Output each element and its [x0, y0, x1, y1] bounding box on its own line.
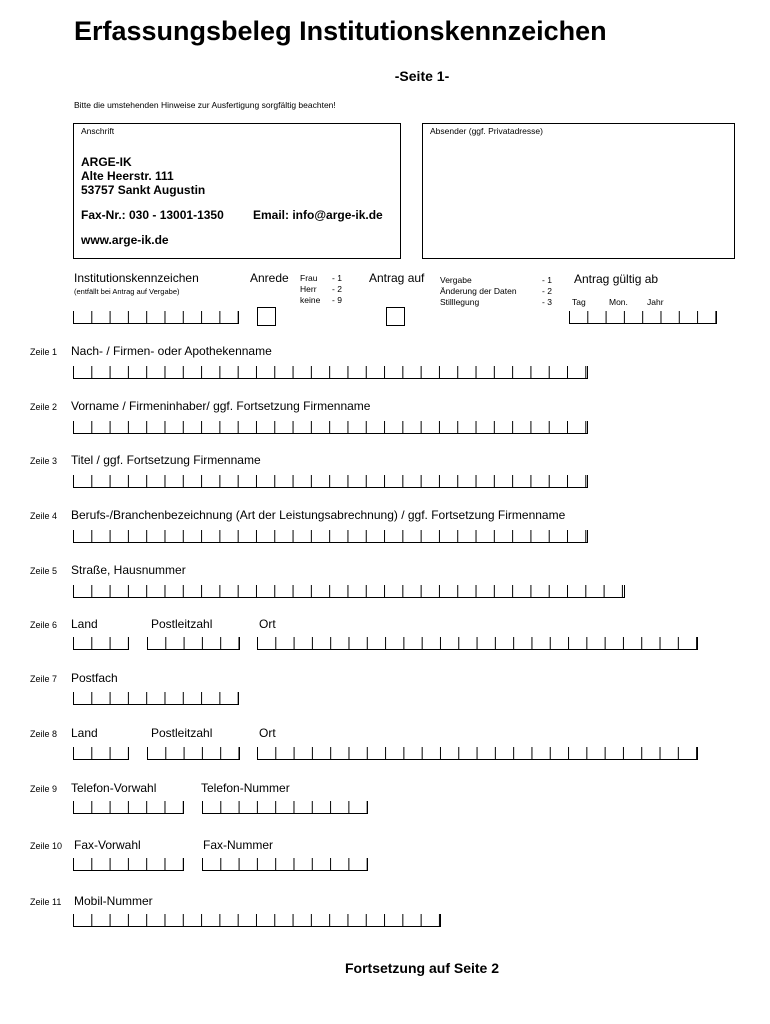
address-line-3: 53757 Sankt Augustin: [81, 183, 206, 197]
sender-box-label: Absender (ggf. Privatadresse): [430, 126, 543, 136]
zeile-9-number: Zeile 9: [30, 784, 58, 794]
gueltig-jahr-label: Jahr: [647, 297, 664, 307]
gueltig-mon-label: Mon.: [609, 297, 628, 307]
footer-continuation: Fortsetzung auf Seite 2: [344, 960, 500, 976]
ik-label: Institutionskennzeichen: [74, 271, 199, 285]
anrede-code-keine: - 9: [332, 295, 342, 305]
ik-input[interactable]: [73, 311, 239, 324]
antrag-code-aenderung: - 2: [542, 286, 552, 296]
zeile-8-plz-label: Postleitzahl: [151, 726, 213, 740]
gueltig-tag-label: Tag: [572, 297, 586, 307]
address-box-label: Anschrift: [81, 126, 115, 136]
gueltig-date-input[interactable]: [569, 311, 717, 324]
zeile-4-label: Berufs-/Branchenbezeichnung (Art der Leistungsabrechnung) / ggf. Fortsetzung Firmenname: [71, 508, 566, 522]
zeile-7-number: Zeile 7: [30, 674, 58, 684]
zeile-7-label: Postfach: [71, 671, 118, 685]
zeile-6-ort-input[interactable]: [257, 637, 698, 650]
zeile-5-label: Straße, Hausnummer: [71, 563, 186, 577]
zeile-1-label: Nach- / Firmen- oder Apothekenname: [71, 344, 272, 358]
zeile-6-ort-label: Ort: [259, 617, 276, 631]
zeile-7-input[interactable]: [73, 692, 239, 705]
antrag-option-stilllegung: Stilllegung: [440, 297, 480, 307]
zeile-3-input[interactable]: [73, 475, 588, 488]
address-line-1: ARGE-IK: [81, 155, 132, 169]
anrede-code-frau: - 1: [332, 273, 342, 283]
anrede-code-herr: - 2: [332, 284, 342, 294]
zeile-2-input[interactable]: [73, 421, 588, 434]
address-box: [73, 123, 401, 259]
zeile-10-vorwahl-input[interactable]: [73, 858, 184, 871]
sender-box[interactable]: [422, 123, 735, 259]
zeile-8-ort-label: Ort: [259, 726, 276, 740]
zeile-9-vorwahl-input[interactable]: [73, 801, 184, 814]
zeile-10-nummer-input[interactable]: [202, 858, 368, 871]
zeile-8-plz-input[interactable]: [147, 747, 240, 760]
email-address: Email: info@arge-ik.de: [253, 208, 383, 222]
zeile-8-ort-input[interactable]: [257, 747, 698, 760]
zeile-5-input[interactable]: [73, 585, 625, 598]
zeile-3-label: Titel / ggf. Fortsetzung Firmenname: [71, 453, 261, 467]
website: www.arge-ik.de: [81, 233, 169, 247]
zeile-10-vorwahl-label: Fax-Vorwahl: [74, 838, 141, 852]
antrag-option-vergabe: Vergabe: [440, 275, 472, 285]
zeile-10-number: Zeile 10: [30, 841, 63, 851]
ik-note: (entfällt bei Antrag auf Vergabe): [74, 287, 180, 296]
zeile-8-land-label: Land: [71, 726, 98, 740]
zeile-2-label: Vorname / Firmeninhaber/ ggf. Fortsetzung Firmenname: [71, 399, 371, 413]
gueltig-label: Antrag gültig ab: [574, 272, 659, 286]
zeile-4-input[interactable]: [73, 530, 588, 543]
zeile-3-number: Zeile 3: [30, 456, 58, 466]
zeile-2-number: Zeile 2: [30, 402, 58, 412]
form-title: Erfassungsbeleg Institutionskennzeichen: [74, 16, 607, 46]
zeile-6-land-label: Land: [71, 617, 98, 631]
zeile-8-number: Zeile 8: [30, 729, 58, 739]
anrede-label: Anrede: [250, 271, 289, 285]
zeile-11-input[interactable]: [73, 914, 441, 927]
zeile-11-number: Zeile 11: [30, 897, 62, 907]
anrede-option-herr: Herr: [300, 284, 317, 294]
antrag-code-stilllegung: - 3: [542, 297, 552, 307]
zeile-6-land-input[interactable]: [73, 637, 129, 650]
zeile-9-nummer-input[interactable]: [202, 801, 368, 814]
zeile-4-number: Zeile 4: [30, 511, 58, 521]
zeile-1-number: Zeile 1: [30, 347, 58, 357]
zeile-8-land-input[interactable]: [73, 747, 129, 760]
zeile-6-plz-label: Postleitzahl: [151, 617, 213, 631]
anrede-option-keine: keine: [300, 295, 321, 305]
page-number: -Seite 1-: [394, 68, 450, 84]
zeile-9-nummer-label: Telefon-Nummer: [201, 781, 290, 795]
fax-number: Fax-Nr.: 030 - 13001-1350: [81, 208, 224, 222]
anrede-option-frau: Frau: [300, 273, 318, 283]
zeile-6-plz-input[interactable]: [147, 637, 240, 650]
zeile-1-input[interactable]: [73, 366, 588, 379]
antrag-option-aenderung: Änderung der Daten: [440, 286, 517, 296]
antrag-code-vergabe: - 1: [542, 275, 552, 285]
antrag-checkbox[interactable]: [386, 307, 405, 326]
anrede-checkbox[interactable]: [257, 307, 276, 326]
zeile-10-nummer-label: Fax-Nummer: [203, 838, 274, 852]
zeile-9-vorwahl-label: Telefon-Vorwahl: [71, 781, 157, 795]
antrag-label: Antrag auf: [369, 271, 425, 285]
zeile-11-label: Mobil-Nummer: [74, 894, 153, 908]
zeile-5-number: Zeile 5: [30, 566, 58, 576]
zeile-6-number: Zeile 6: [30, 620, 58, 630]
address-line-2: Alte Heerstr. 111: [81, 169, 174, 183]
instruction-note: Bitte die umstehenden Hinweise zur Ausfertigung sorgfältig beachten!: [74, 100, 336, 110]
